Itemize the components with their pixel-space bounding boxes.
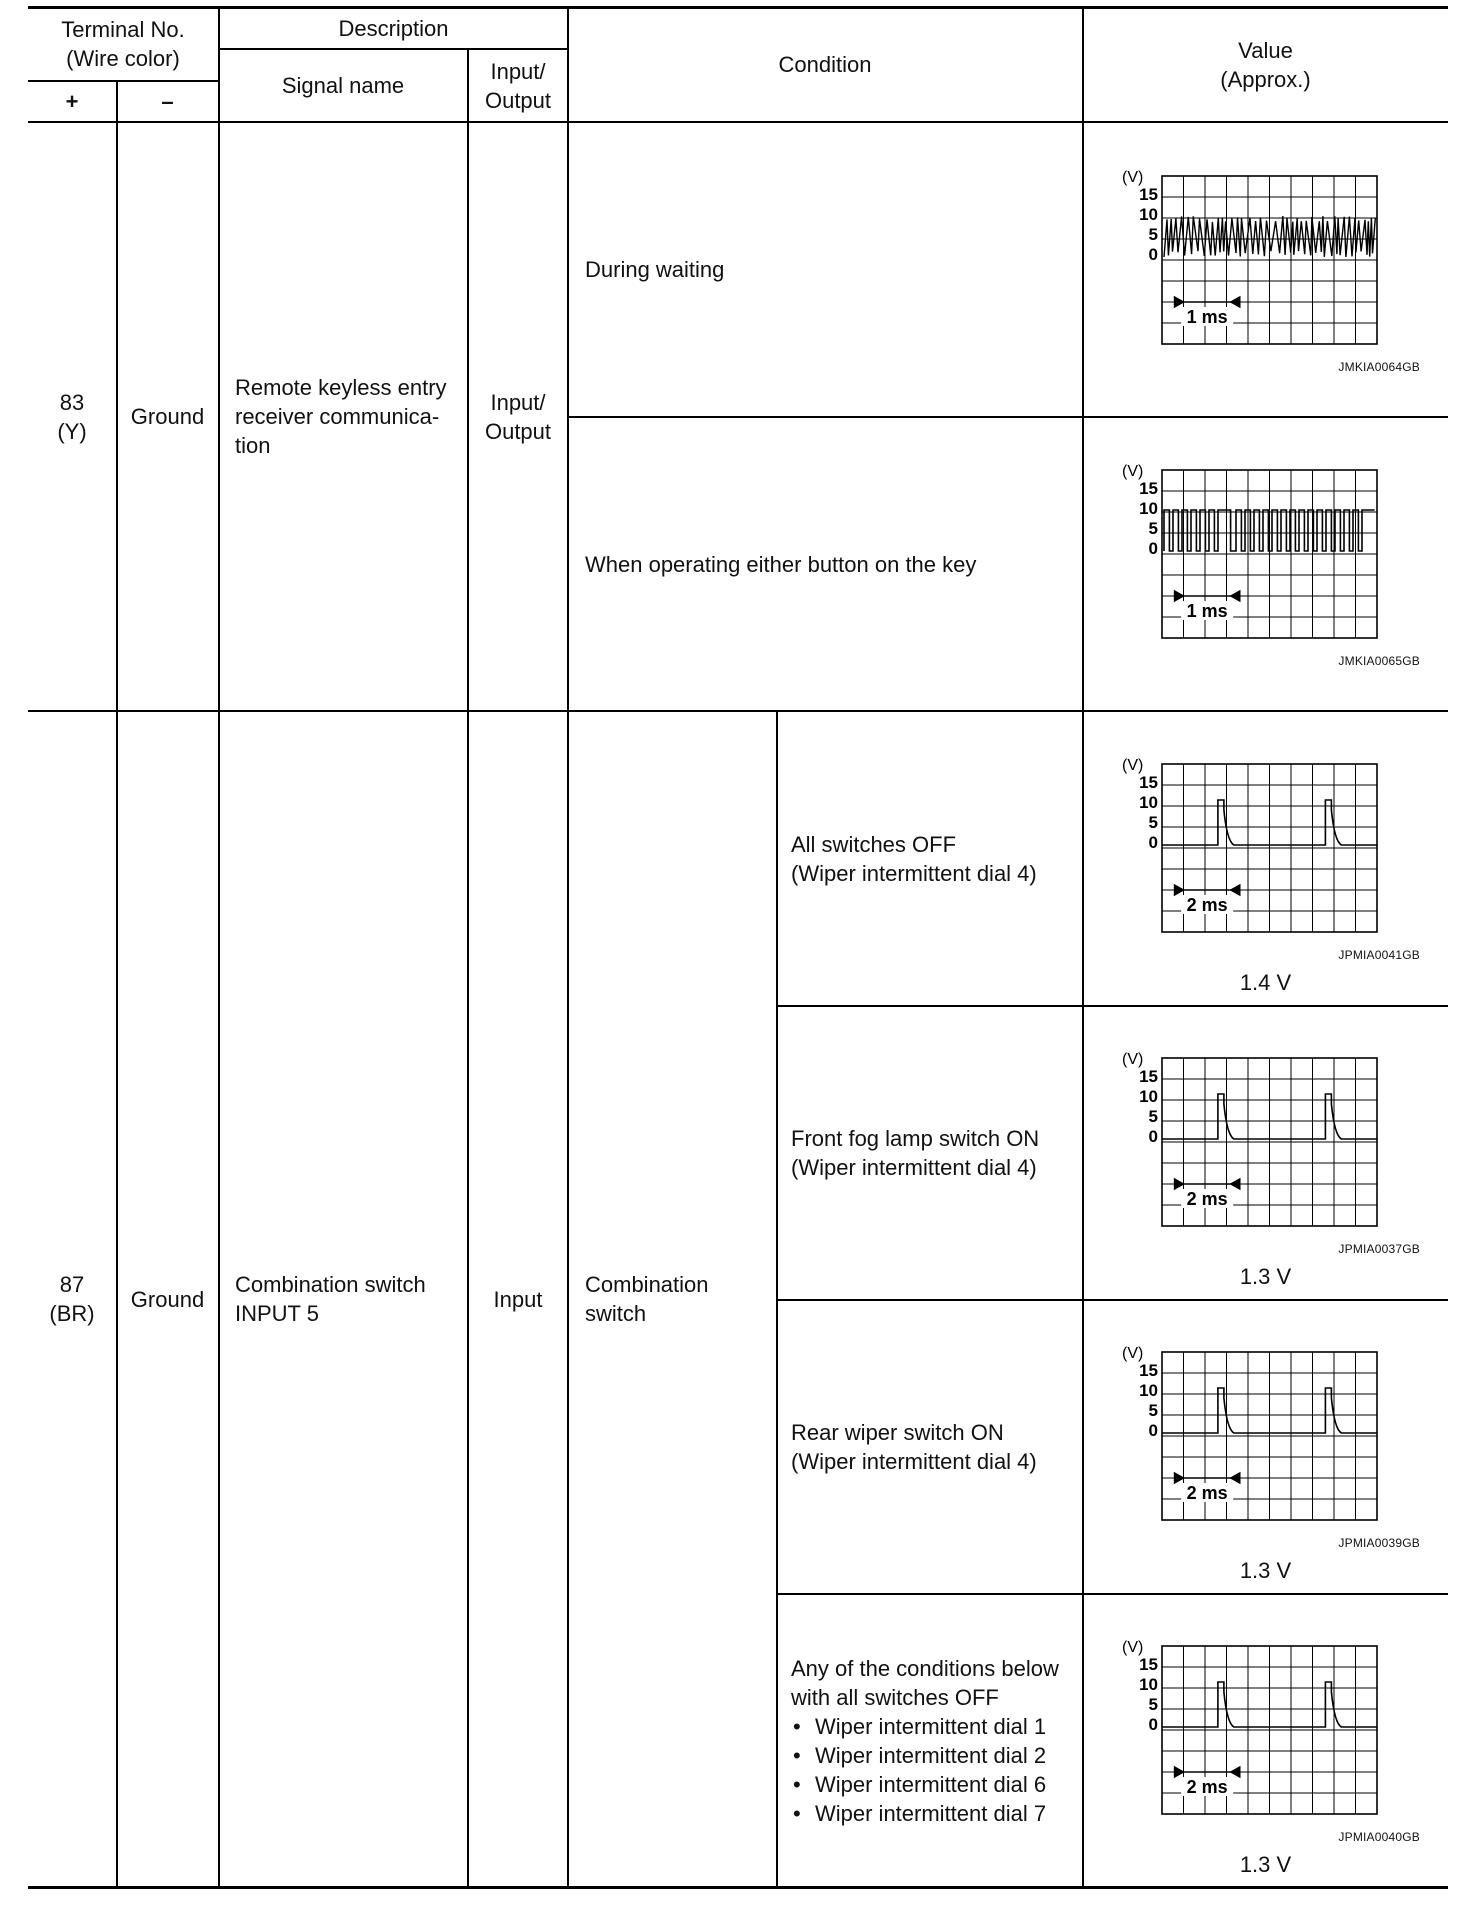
row87-group-line1: Combination	[585, 1272, 709, 1297]
figure-id-label: JPMIA0041GB	[1338, 948, 1420, 962]
scope-y-tick-label: 10	[1139, 499, 1158, 518]
time-scale-label: 2 ms	[1186, 1189, 1228, 1209]
scope-unit-label: (V)	[1122, 170, 1144, 186]
header-io-line1: Input/	[490, 58, 546, 84]
figure-id-label: JMKIA0065GB	[1338, 654, 1420, 668]
col-line-value	[1082, 6, 1084, 1888]
row87-condition-group	[569, 712, 776, 1886]
cond4-bullet-item: • Wiper intermittent dial 1	[791, 1712, 1059, 1741]
header-minus: –	[161, 88, 174, 114]
header-value	[1083, 8, 1448, 121]
header-description: Description	[338, 15, 449, 41]
cond4-bullet-list	[791, 1712, 1059, 1828]
row83-signal-name	[219, 123, 467, 710]
figure-id-label: JPMIA0039GB	[1338, 1536, 1420, 1550]
oscilloscope-waveform	[1122, 1052, 1392, 1228]
row87-signal-name	[219, 712, 467, 1886]
row83-io	[468, 123, 568, 710]
scope-y-tick-label: 15	[1139, 1361, 1158, 1380]
scope-y-tick-label: 0	[1148, 1715, 1158, 1734]
row87-terminal-number: 87	[59, 1272, 85, 1297]
figure-id-label: JMKIA0064GB	[1338, 360, 1420, 374]
scope-y-tick-label: 5	[1148, 1107, 1158, 1126]
time-scale-marker	[1175, 1473, 1240, 1483]
header-terminal-line2: (Wire color)	[66, 46, 180, 71]
row87-signal-line1: Combination switch	[235, 1272, 426, 1297]
value-any: 1.3 V	[1239, 1851, 1292, 1877]
cond1-line2: (Wiper intermittent dial 4)	[791, 860, 1037, 886]
row87-group-line2: switch	[585, 1301, 647, 1326]
row83-io-line2: Output	[484, 418, 552, 444]
scope-y-tick-label: 15	[1139, 185, 1158, 204]
row87-io: Input	[493, 1286, 543, 1312]
scope-y-tick-label: 5	[1148, 1695, 1158, 1714]
scope-y-tick-label: 15	[1139, 1067, 1158, 1086]
header-condition: Condition	[778, 52, 872, 77]
time-scale-marker	[1175, 885, 1240, 895]
row83-terminal	[28, 123, 116, 710]
row87-cond-rear-wiper	[777, 1301, 1082, 1593]
scope-unit-label: (V)	[1122, 464, 1144, 480]
scope-y-tick-label: 5	[1148, 225, 1158, 244]
scope-y-tick-label: 0	[1148, 833, 1158, 852]
time-scale-marker	[1175, 297, 1240, 307]
time-scale-label: 1 ms	[1186, 307, 1228, 327]
cond2-line1: Front fog lamp switch ON	[791, 1126, 1040, 1151]
header-signal-name: Signal name	[281, 73, 405, 98]
scope-y-tick-label: 5	[1148, 519, 1158, 538]
scope-y-tick-label: 10	[1139, 205, 1158, 224]
row83-wire-color: (Y)	[57, 418, 87, 444]
oscilloscope-waveform	[1122, 1346, 1392, 1522]
row87-terminal	[28, 712, 116, 1886]
header-io-line2: Output	[484, 87, 552, 113]
header-value-line1: Value	[1238, 37, 1293, 63]
time-scale-label: 2 ms	[1186, 1483, 1228, 1503]
figure-id-label: JPMIA0040GB	[1338, 1830, 1420, 1844]
scope-y-tick-label: 0	[1148, 1421, 1158, 1440]
scope-y-tick-label: 0	[1148, 539, 1158, 558]
cond4-bullet-item: • Wiper intermittent dial 6	[791, 1770, 1059, 1799]
row87-cond-all-off	[777, 712, 1082, 1005]
row87-ground: Ground	[130, 1286, 205, 1312]
row83-condition-button: When operating either button on the key	[585, 551, 977, 577]
scope-y-tick-label: 15	[1139, 773, 1158, 792]
header-plus: +	[65, 88, 79, 114]
cond4-bullet-item: • Wiper intermittent dial 7	[791, 1799, 1059, 1828]
row83-terminal-number: 83	[59, 389, 85, 415]
cond4-bullet-item: • Wiper intermittent dial 2	[791, 1741, 1059, 1770]
header-value-line2: (Approx.)	[1220, 66, 1311, 92]
figure-id-label: JPMIA0037GB	[1338, 1242, 1420, 1256]
scope-y-tick-label: 0	[1148, 245, 1158, 264]
time-scale-label: 2 ms	[1186, 1777, 1228, 1797]
row83-ground: Ground	[130, 404, 205, 429]
scope-unit-label: (V)	[1122, 1640, 1144, 1656]
row83-condition-waiting: During waiting	[585, 257, 725, 282]
scope-y-tick-label: 15	[1139, 479, 1158, 498]
row83-signal-line2: receiver communica-	[235, 404, 440, 429]
oscilloscope-waveform	[1122, 464, 1392, 640]
value-rear-wiper: 1.3 V	[1239, 1557, 1292, 1583]
time-scale-marker	[1175, 1179, 1240, 1189]
value-all-off: 1.4 V	[1239, 969, 1292, 995]
oscilloscope-waveform	[1122, 1640, 1392, 1816]
scope-unit-label: (V)	[1122, 758, 1144, 774]
oscilloscope-waveform	[1122, 758, 1392, 934]
row83-io-line1: Input/	[490, 389, 546, 415]
cond1-line1: All switches OFF	[791, 831, 957, 857]
scope-y-tick-label: 10	[1139, 1381, 1158, 1400]
header-input-output	[468, 50, 568, 121]
oscilloscope-waveform	[1122, 170, 1392, 346]
value-front-fog: 1.3 V	[1239, 1263, 1292, 1289]
row87-signal-line2: INPUT 5	[235, 1301, 319, 1326]
time-scale-label: 1 ms	[1186, 601, 1228, 621]
cond2-line2: (Wiper intermittent dial 4)	[791, 1155, 1037, 1180]
time-scale-marker	[1175, 591, 1240, 601]
scope-y-tick-label: 5	[1148, 813, 1158, 832]
row87-cond-any	[777, 1595, 1082, 1886]
scope-y-tick-label: 10	[1139, 793, 1158, 812]
scope-y-tick-label: 10	[1139, 1087, 1158, 1106]
table-bottom-border	[28, 1886, 1448, 1889]
row83-signal-line3: tion	[235, 433, 271, 458]
row87-cond-front-fog	[777, 1007, 1082, 1299]
scope-y-tick-label: 15	[1139, 1655, 1158, 1674]
row87-wire-color: (BR)	[49, 1301, 95, 1326]
scope-unit-label: (V)	[1122, 1346, 1144, 1362]
time-scale-label: 2 ms	[1186, 895, 1228, 915]
cond4-line2: with all switches OFF	[791, 1684, 999, 1710]
scope-y-tick-label: 0	[1148, 1127, 1158, 1146]
header-terminal-no	[28, 8, 218, 80]
header-terminal-line1: Terminal No.	[61, 17, 185, 42]
cond3-line2: (Wiper intermittent dial 4)	[791, 1449, 1037, 1474]
cond4-line1: Any of the conditions below	[791, 1655, 1059, 1681]
time-scale-marker	[1175, 1767, 1240, 1777]
cond3-line1: Rear wiper switch ON	[791, 1420, 1004, 1445]
scope-y-tick-label: 5	[1148, 1401, 1158, 1420]
scope-y-tick-label: 10	[1139, 1675, 1158, 1694]
row83-signal-line1: Remote keyless entry	[235, 375, 447, 400]
scope-unit-label: (V)	[1122, 1052, 1144, 1068]
